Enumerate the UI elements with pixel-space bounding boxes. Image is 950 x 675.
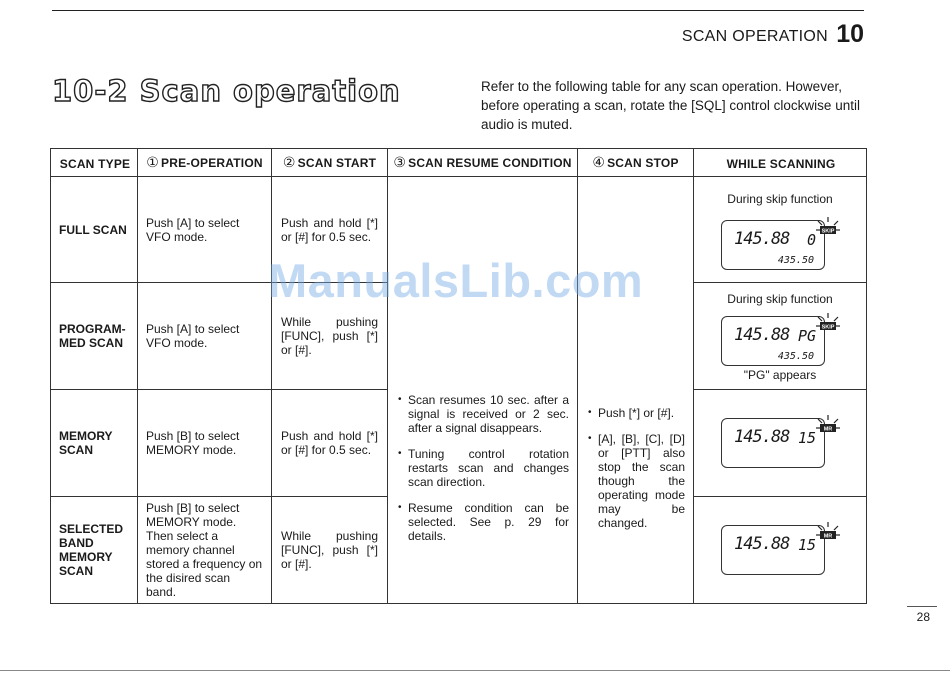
while-scanning-cell — [694, 283, 867, 390]
pre-operation-cell: Push [B] to select MEMORY mode. Then select a memory channel stored a frequency on the disired scan band. — [138, 497, 272, 604]
scan-type-cell: MEMORY SCAN — [51, 390, 138, 497]
page-title: 10-2 Scan operation — [52, 74, 401, 108]
column-header: WHILE SCANNING — [694, 149, 867, 177]
list-item: • Scan resumes 10 sec. after a signal is received or 2 sec. after a signal disappears. — [398, 393, 569, 435]
lcd-sub-frequency: 435.50 — [777, 254, 814, 266]
list-item: • Tuning control rotation restarts scan and changes scan direction. — [398, 447, 569, 489]
flash-indicator-icon — [815, 521, 841, 547]
lcd-display — [715, 418, 845, 468]
while-caption: During skip function — [727, 191, 833, 206]
column-header: ① PRE-OPERATION — [138, 149, 272, 177]
scan-type-cell: SELECTED BAND MEMORY SCAN — [51, 497, 138, 604]
watermark: ManualsLib.com — [268, 254, 644, 307]
lcd-sub-frequency: 435.50 — [777, 351, 814, 362]
scan-type-cell: PROGRAM-MED SCAN — [51, 283, 138, 390]
flash-indicator-icon — [815, 216, 841, 242]
flash-indicator-icon — [815, 414, 841, 440]
lcd-frequency: 145.88 — [734, 325, 790, 345]
while-scanning-cell — [694, 177, 867, 283]
section-number: 10 — [836, 20, 864, 48]
while-caption: During skip function — [727, 292, 833, 306]
flash-label: MR — [823, 426, 833, 433]
pre-operation-cell: Push [A] to select VFO mode. — [138, 283, 272, 390]
scan-resume-cell — [388, 177, 578, 604]
lcd-display — [715, 220, 845, 270]
column-header: SCAN TYPE — [51, 149, 138, 177]
lcd-frequency: 145.88 — [734, 427, 790, 447]
scan-start-cell: While pushing [FUNC], push [*] or [#]. — [272, 497, 388, 604]
while-caption-bottom: "PG" appears — [743, 368, 817, 382]
stop-list — [588, 238, 685, 530]
lcd-display — [715, 525, 845, 575]
page-number-rule — [907, 606, 937, 607]
scan-start-cell: Push and hold [*] or [#] for 0.5 sec. — [272, 390, 388, 497]
lcd-frequency: 145.88 — [734, 228, 790, 249]
table-header-row — [51, 149, 867, 177]
scan-type-cell: FULL SCAN — [51, 177, 138, 283]
page-number: 28 — [916, 610, 930, 624]
column-header: ③ SCAN RESUME CONDITION — [388, 149, 578, 177]
bottom-rule — [0, 670, 950, 671]
column-header: ② SCAN START — [272, 149, 388, 177]
lcd-frequency: 145.88 — [734, 534, 790, 554]
scan-start-cell: While pushing [FUNC], push [*] or [#]. — [272, 283, 388, 390]
scan-table — [50, 148, 867, 604]
flash-label: MR — [823, 533, 833, 540]
lcd-channel: 15 — [797, 429, 816, 447]
lcd-channel: 0 — [806, 230, 816, 249]
while-scanning-cell — [694, 390, 867, 497]
pre-operation-cell: Push [B] to select MEMORY mode. — [138, 390, 272, 497]
top-rule — [52, 10, 864, 11]
section-label: SCAN OPERATION — [681, 28, 828, 45]
lcd-channel: PG — [797, 327, 816, 345]
scan-start-cell: Push and hold [*] or [#] for 0.5 sec. — [272, 177, 388, 283]
flash-label: SKIP — [821, 228, 835, 234]
flash-indicator-icon — [815, 312, 841, 338]
table-row — [51, 177, 867, 283]
pre-operation-cell: Push [A] to select VFO mode. — [138, 177, 272, 283]
column-header: ④ SCAN STOP — [578, 149, 694, 177]
list-item: • [A], [B], [C], [D] or [PTT] also stop the scan though the operating mode may be changed. — [588, 432, 685, 530]
resume-list — [398, 225, 569, 543]
list-item: • Resume condition can be selected. See p. 29 for details. — [398, 501, 569, 543]
flash-label: SKIP — [821, 324, 835, 331]
lcd-channel: 15 — [797, 536, 816, 554]
intro-text: Refer to the following table for any scan operation. However, before operating a scan, rotate the [SQL] control clockwise until audio is muted. — [481, 79, 860, 132]
scan-stop-cell — [578, 177, 694, 604]
list-item: • Push [*] or [#]. — [588, 406, 685, 420]
while-scanning-cell — [694, 497, 867, 604]
lcd-display — [715, 316, 845, 366]
